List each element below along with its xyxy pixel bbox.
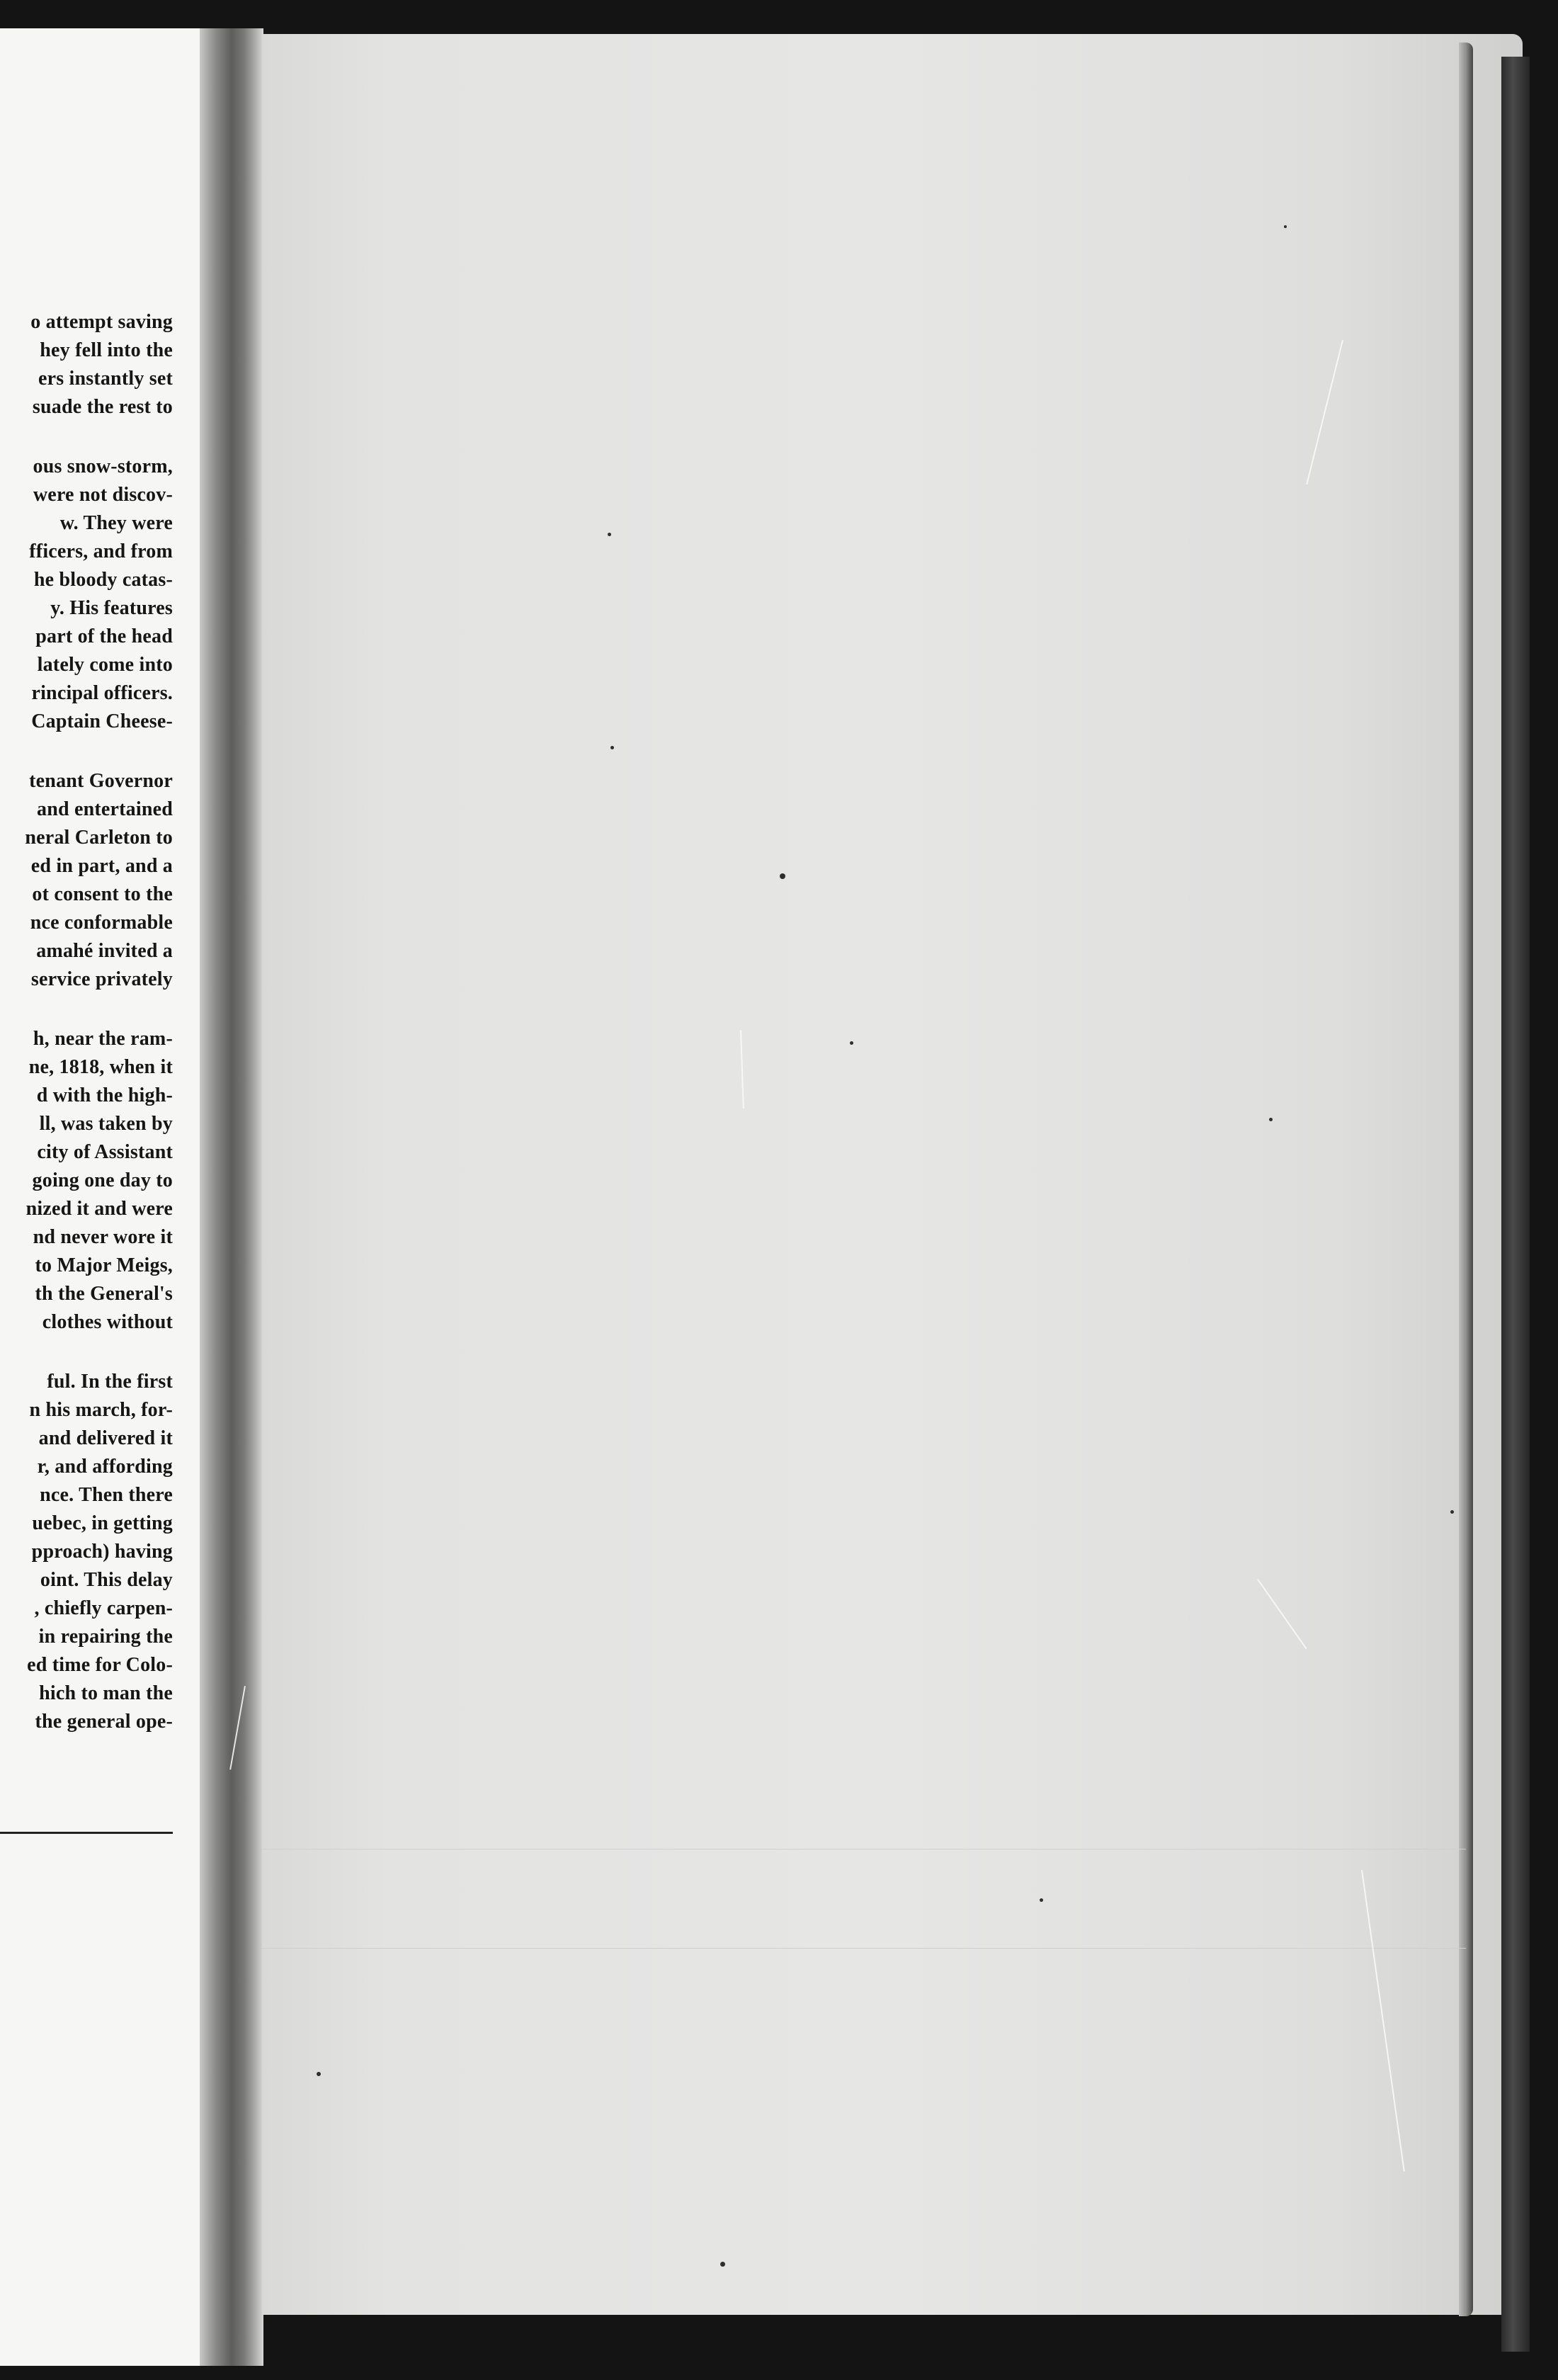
dust-speck (720, 2262, 725, 2267)
text-line: n his march, for- (29, 1399, 173, 1421)
text-line: ful. In the first (47, 1371, 173, 1393)
text-line: lately come into (37, 654, 173, 676)
dust-speck (608, 533, 611, 536)
text-line: Captain Cheese- (31, 710, 173, 732)
faint-line (262, 1948, 1466, 1949)
text-line: amahé invited a (36, 940, 173, 962)
text-line: r, and affording (37, 1456, 173, 1478)
text-line: nized it and were (25, 1198, 173, 1220)
text-line: rincipal officers. (31, 682, 173, 704)
text-line: pproach) having (31, 1541, 173, 1563)
text-column (0, 308, 173, 1736)
dust-speck (1284, 225, 1287, 228)
text-line: in repairing the (38, 1626, 173, 1648)
text-line: he bloody catas- (33, 569, 173, 591)
dust-speck (1269, 1118, 1273, 1121)
text-line: and entertained (37, 798, 173, 820)
book-cover-edge (1501, 57, 1530, 2352)
text-line: city of Assistant (37, 1141, 173, 1163)
text-line: suade the rest to (32, 396, 173, 418)
dust-speck (780, 873, 785, 879)
dust-speck (850, 1041, 853, 1045)
text-line: nd never wore it (33, 1226, 173, 1248)
text-line: clothes without (42, 1311, 173, 1333)
section-rule (0, 1832, 173, 1834)
text-line: , chiefly carpen- (34, 1597, 173, 1619)
dust-speck (610, 746, 614, 749)
text-line: o attempt saving (30, 311, 173, 333)
text-line (0, 421, 173, 453)
text-line: going one day to (32, 1169, 173, 1191)
text-line: ous snow-storm, (33, 455, 173, 477)
text-line: hey fell into the (40, 339, 173, 361)
left-page (0, 28, 205, 2366)
text-line: to Major Meigs, (35, 1254, 173, 1276)
text-line: uebec, in getting (32, 1512, 173, 1534)
text-line: w. They were (59, 512, 173, 534)
text-line (0, 994, 173, 1025)
text-line: d with the high- (36, 1084, 173, 1106)
text-line: ed time for Colo- (27, 1654, 173, 1676)
text-line: the general ope- (35, 1711, 173, 1733)
text-line: tenant Governor (29, 770, 173, 792)
text-line: h, near the ram- (33, 1028, 173, 1050)
text-line: oint. This delay (40, 1569, 173, 1591)
text-line: ot consent to the (32, 883, 173, 905)
text-line: nce. Then there (40, 1484, 173, 1506)
text-line: fficers, and from (29, 540, 173, 562)
text-line: th the General's (35, 1283, 173, 1305)
text-line (0, 1337, 173, 1368)
text-line: neral Carleton to (25, 827, 173, 849)
text-line: part of the head (35, 625, 173, 647)
text-line: service privately (30, 968, 173, 990)
page-edge (1459, 42, 1473, 2316)
text-line: y. His features (50, 597, 173, 619)
text-line: nce conformable (30, 912, 173, 934)
dust-speck (1450, 1510, 1454, 1514)
text-line (0, 736, 173, 767)
dust-speck (1040, 1898, 1043, 1902)
text-line: hich to man the (39, 1682, 173, 1704)
text-line: ne, 1818, when it (28, 1056, 173, 1078)
text-line: and delivered it (38, 1427, 173, 1449)
text-line: were not discov- (33, 484, 173, 506)
gutter-shadow (200, 28, 263, 2366)
text-line: ll, was taken by (39, 1113, 173, 1135)
dust-speck (317, 2072, 321, 2076)
text-line: ers instantly set (38, 368, 173, 390)
text-line: ed in part, and a (30, 855, 173, 877)
